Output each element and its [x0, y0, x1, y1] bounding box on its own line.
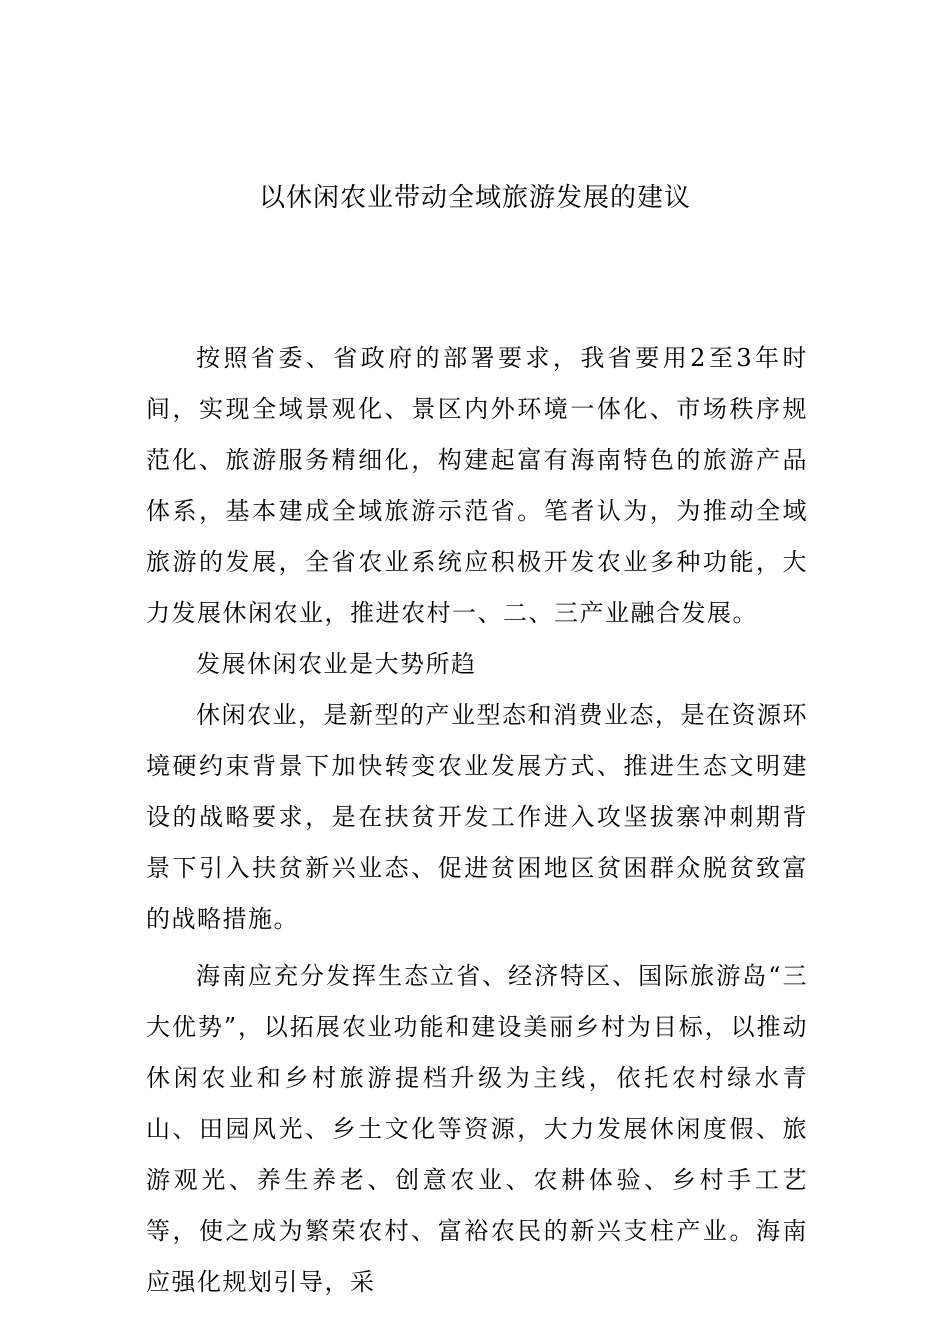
document-title: 以休闲农业带动全域旅游发展的建议: [258, 183, 691, 213]
document-body: [146, 333, 808, 1308]
section-heading: 发展休闲农业是大势所趋: [196, 650, 477, 678]
intro-paragraph: 按照省委、省政府的部署要求，我省要用2至3年时间，实现全域景观化、景区内外环境一体化、市场秩序规范化、旅游服务精细化，构建起富有海南特色的旅游产品体系，基本建成全域旅游示范省。笔者认为，为推动全域旅游的发展，全省农业系统应积极开发农业多种功能，大力发展休闲农业，推进农村一、二、三产业融合发展。: [146, 344, 808, 627]
section-paragraph-2: 海南应充分发挥生态立省、经济特区、国际旅游岛“三大优势”，以拓展农业功能和建设美丽乡村为目标，以推动休闲农业和乡村旅游提档升级为主线，依托农村绿水青山、田园风光、乡土文化等资源，大力发展休闲度假、旅游观光、养生养老、创意农业、农耕体验、乡村手工艺等，使之成为繁荣农村、富裕农民的新兴支柱产业。海南应强化规划引导，采: [146, 962, 808, 1296]
section-paragraph-1: 休闲农业，是新型的产业型态和消费业态，是在资源环境硬约束背景下加快转变农业发展方式、推进生态文明建设的战略要求，是在扶贫开发工作进入攻坚拔寨冲刺期背景下引入扶贫新兴业态、促进贫困地区贫困群众脱贫致富的战略措施。: [146, 701, 808, 933]
